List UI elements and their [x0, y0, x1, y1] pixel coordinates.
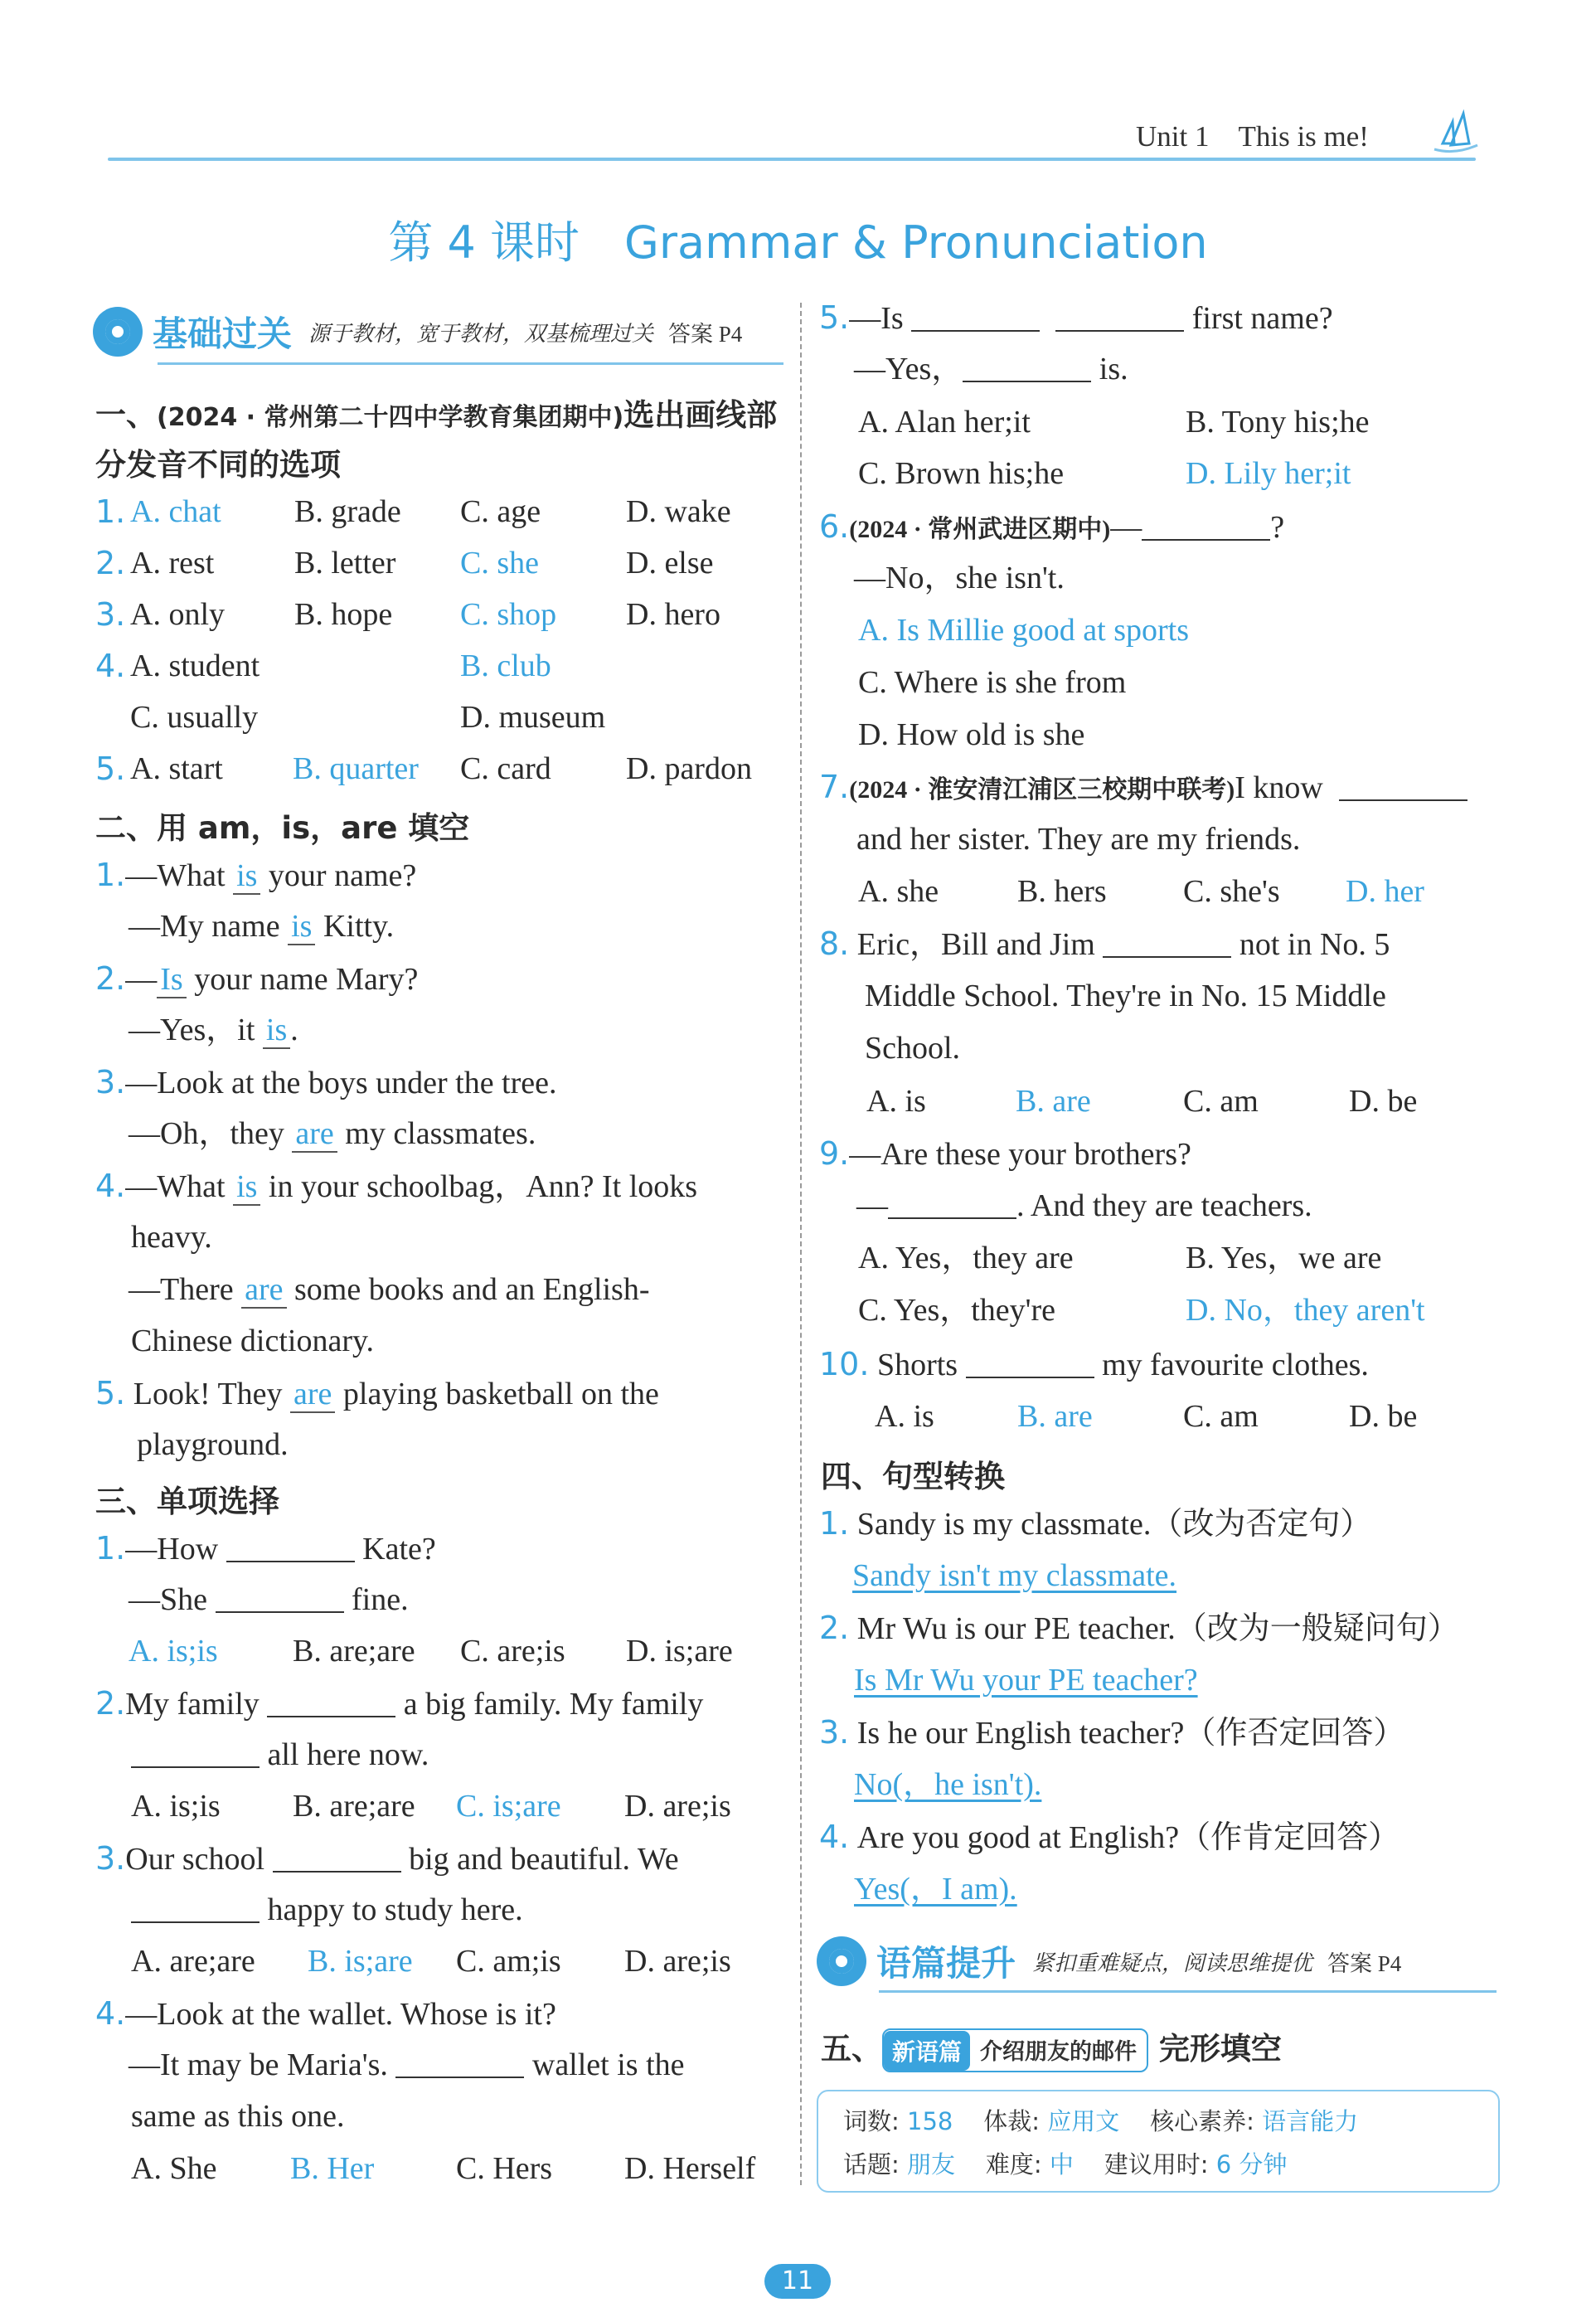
s3-q4-answer: —It may be Maria's. wallet is the [129, 2047, 685, 2082]
s3-q5-answer: —Yes， is. [854, 352, 1128, 386]
s3-q8-cont: Middle School. They're in No. 15 Middle [865, 979, 1386, 1013]
s3-q7-cont: and her sister. They are my friends. [856, 822, 1301, 857]
s3-q4-cont: same as this one. [131, 2099, 345, 2134]
banner-rule [158, 362, 783, 365]
s3-q6-option-c: C. Where is she from [858, 665, 1127, 700]
banner-answer: 答案 P4 [1327, 1950, 1402, 1976]
banner-name: 基础过关 [153, 313, 293, 354]
s3-q2-options: A. is;is B. are;are C. is;are D. are;is [131, 1789, 731, 1824]
s2-q4-cont: heavy. [131, 1220, 212, 1255]
s3-q4-options: A. She B. Her C. Hers D. Herself [131, 2151, 756, 2186]
s3-q3-options: A. are;are B. is;are C. am;is D. are;is [131, 1944, 731, 1979]
s3-q5-options-1: A. Alan her;it B. Tony his;he [858, 405, 1370, 440]
banner-rule [879, 1990, 1497, 1993]
s4-q3: 3. Is he our English teacher?（作否定回答） [819, 1714, 1405, 1751]
section-banner-reading [817, 1936, 1401, 1986]
s1-q3: 3. A. only B. hope C. shop D. hero [95, 596, 720, 633]
s1-q4-cont: C. usually D. museum [130, 700, 606, 735]
column-divider [800, 303, 802, 2185]
unit-title: This is me! [1238, 120, 1369, 153]
s3-q3: 3.Our school big and beautiful. We [95, 1840, 679, 1877]
s1-q1: 1. A. chat B. grade C. age D. wake [95, 493, 731, 530]
banner-name: 语篇提升 [876, 1943, 1016, 1984]
s3-q5: 5.—Is first name? [819, 299, 1333, 336]
s1-q4: 4. A. student B. club [95, 648, 551, 684]
s3-q9-answer: — . And they are teachers. [856, 1188, 1312, 1223]
s4-q3-answer: No(，he isn't). [854, 1767, 1042, 1802]
s3-q3-cont: happy to study here. [131, 1889, 523, 1931]
robot-icon [817, 1936, 866, 1986]
s3-q6-answer: —No，she isn't. [854, 561, 1065, 595]
new-text-tag: 新语篇 [884, 2031, 970, 2071]
s3-q7-options: A. she B. hers C. she's D. her [858, 874, 1424, 909]
s4-q4: 4. Are you good at English?（作肯定回答） [819, 1819, 1400, 1855]
page-number: 11 [764, 2264, 831, 2299]
s4-q1-answer: Sandy isn't my classmate. [852, 1558, 1177, 1593]
s2-q3: 3.—Look at the boys under the tree. [95, 1064, 557, 1100]
s4-q1: 1. Sandy is my classmate.（改为否定句） [819, 1505, 1372, 1542]
s3-q2-cont: all here now. [131, 1734, 429, 1775]
s2-q4-answer: —There are some books and an English- [129, 1272, 650, 1307]
s3-q7: 7.(2024 · 淮安清江浦区三校期中联考)I know [819, 766, 1467, 811]
running-header [1136, 120, 1369, 153]
s3-q9-options-2: C. Yes，they're D. No，they aren't [858, 1293, 1425, 1328]
s1-q2: 2. A. rest B. letter C. she D. else [95, 545, 714, 581]
text-info-box [817, 2090, 1500, 2193]
banner-answer: 答案 P4 [668, 321, 743, 347]
section-4-heading: 四、句型转换 [821, 1459, 1005, 1494]
info-row-1: 词数: 158 体裁: 应用文 核心素养: 语言能力 [843, 2107, 1359, 2135]
s3-q9: 9.—Are these your brothers? [819, 1135, 1191, 1172]
s2-q5-cont: playground. [137, 1427, 289, 1462]
s4-q2-answer: Is Mr Wu your PE teacher? [854, 1663, 1198, 1698]
s2-q2: 2.— Is your name Mary? [95, 960, 419, 997]
s2-q1: 1.—What is your name? [95, 857, 417, 893]
section-1-heading-cont: 分发音不同的选项 [95, 447, 341, 483]
s2-q1-answer: —My name is Kitty. [129, 909, 395, 944]
s3-q10-options: A. is B. are C. am D. be [875, 1399, 1418, 1434]
banner-subtitle: 源于教材，宽于教材，双基梳理过关 [308, 321, 654, 346]
s3-q6-option-d: D. How old is she [858, 717, 1085, 752]
s3-q6: 6.(2024 · 常州武进区期中)— ? [819, 508, 1285, 545]
s3-q8-cont-2: School. [865, 1031, 961, 1066]
s3-q5-options-2: C. Brown his;he D. Lily her;it [858, 456, 1351, 491]
banner-subtitle: 紧扣重难疑点，阅读思维提优 [1032, 1950, 1313, 1975]
s3-q9-options-1: A. Yes，they are B. Yes，we are [858, 1241, 1382, 1275]
sailboat-logo-icon [1426, 104, 1484, 162]
s4-q2: 2. Mr Wu is our PE teacher.（改为一般疑问句） [819, 1610, 1459, 1646]
s2-q3-answer: —Oh，they are my classmates. [129, 1116, 536, 1151]
s3-q2: 2.My family a big family. My family [95, 1685, 704, 1722]
s3-q10: 10. Shorts my favourite clothes. [819, 1346, 1369, 1382]
s3-q4: 4.—Look at the wallet. Whose is it? [95, 1995, 556, 2032]
s2-q4-answer-cont: Chinese dictionary. [131, 1324, 375, 1358]
s3-q8: 8. Eric，Bill and Jim not in No. 5 [819, 925, 1390, 962]
s3-q1: 1.—How Kate? [95, 1530, 436, 1567]
section-2-heading: 二、用 am，is，are 填空 [95, 810, 470, 846]
s2-q5: 5. Look! They are playing basketball on the [95, 1375, 659, 1411]
s2-q4: 4.—What is in your schoolbag，Ann? It looks [95, 1168, 698, 1204]
s2-q2-answer: —Yes，it is . [129, 1013, 298, 1047]
section-1-heading: 一、(2024 · 常州第二十四中学教育集团期中)选出画线部 [95, 397, 778, 433]
target-icon [93, 307, 143, 357]
s3-q1-options: A. is;is B. are;are C. are;is D. is;are [129, 1634, 733, 1669]
page-title: 第 4 课时 Grammar & Pronunciation [388, 216, 1208, 269]
unit-label: Unit 1 [1136, 120, 1210, 153]
section-banner-basics [93, 307, 742, 357]
section-3-heading: 三、单项选择 [95, 1484, 279, 1519]
s4-q4-answer: Yes(，I am). [854, 1872, 1017, 1907]
info-row-2: 话题: 朋友 难度: 中 建议用时: 6 分钟 [843, 2150, 1288, 2179]
section-5-heading: 五、 新语篇 介绍朋友的邮件 完形填空 [821, 2023, 1282, 2072]
s3-q6-option-a: A. Is Millie good at sports [858, 613, 1189, 648]
s3-q1-answer: —She fine. [129, 1582, 409, 1617]
s1-q5: 5. A. start B. quarter C. card D. pardon [95, 750, 752, 787]
header-rule [108, 158, 1476, 161]
s3-q8-options: A. is B. are C. am D. be [866, 1084, 1418, 1119]
